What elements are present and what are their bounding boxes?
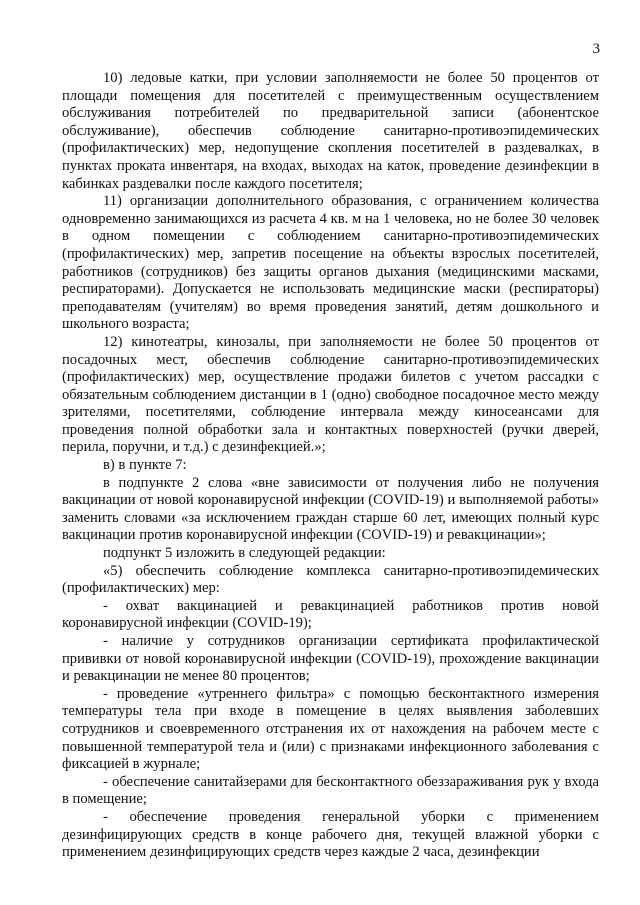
paragraph-12-cinemas: 12) кинотеатры, кинозалы, при заполняемости не более 50 процентов от посадочных мест, обеспечив соблюдение санитарно-противоэпидемических (профилактических) мер, осуществление продажи билетов с учетом рассадки с обязательным соблюдением дистанции в 1 (одно) свободное посадочное место между зрителями, посетителями, соблюдение интервала между киносеансами для проведения полной обработки зала и контактных поверхностей (ручки дверей, перила, поручни, и т.д.) с дезинфекцией.»; bbox=[62, 333, 599, 456]
list-item-cleaning: - обеспечение проведения генеральной уборки с применением дезинфицирующих средств в конце рабочего дня, текущей влажной уборки с применением дезинфицирующих средств через каждые 2 часа, дезинфекции bbox=[62, 808, 599, 861]
paragraph-subitem-5-text: «5) обеспечить соблюдение комплекса санитарно-противоэпидемических (профилактических) мер: bbox=[62, 562, 599, 597]
list-item-vaccination: - охват вакцинацией и ревакцинацией работников против новой коронавирусной инфекции (COVID-19); bbox=[62, 597, 599, 632]
paragraph-10-ice-rinks: 10) ледовые катки, при условии заполняемости не более 50 процентов от площади помещения для посетителей с преимущественным осуществлением обслуживания потребителей по предварительной записи (абонентское обслуживание), обеспечив соблюдение санитарно-противоэпидемических (профилактических) мер, недопущение скопления посетителей в раздевалках, в пунктах проката инвентаря, на входах, выходах на каток, проведение дезинфекции в кабинках раздевалки после каждого посетителя; bbox=[62, 70, 599, 192]
list-item-certificate: - наличие у сотрудников организации сертификата профилактической прививки от новой коронавирусной инфекции (COVID-19), прохождение вакцинации и ревакцинации не менее 80 процентов; bbox=[62, 633, 599, 685]
paragraph-item-7: в) в пункте 7: bbox=[103, 457, 187, 474]
paragraph-subitem-2: в подпункте 2 слова «вне зависимости от получения либо не получения вакцинации от новой коронавирусной инфекции (COVID-19) и выполняемой работы» заменить словами «за исключением граждан старше 60 лет, имеющих полный курс вакцинации против коронавирусной инфекции (COVID-19) и ревакцинации»; bbox=[62, 474, 599, 544]
document-body bbox=[62, 70, 599, 862]
paragraph-subitem-5-intro: подпункт 5 изложить в следующей редакции: bbox=[103, 545, 386, 562]
paragraph-11-education: 11) организации дополнительного образования, с ограничением количества одновременно занимающихся из расчета 4 кв. м на 1 человека, но не более 30 человек в одном помещении с соблюдением санитарно-противоэпидемических (профилактических) мер, запретив посещение на объекты взрослых посетителей, работников (сотрудников) без защиты органов дыхания (медицинскими масками, респираторами). Допускается не использовать медицинские маски (респираторы) преподавателям (учителям) во время проведения занятий, детям дошкольного и школьного возраста; bbox=[62, 193, 599, 333]
page-number: 3 bbox=[592, 41, 600, 57]
list-item-sanitizers: - обеспечение санитайзерами для бесконтактного обеззараживания рук у входа в помещение; bbox=[62, 773, 599, 808]
list-item-morning-filter: - проведение «утреннего фильтра» с помощью бесконтактного измерения температуры тела при входе в помещение в целях выявления заболевших сотрудников и своевременного отстранения их от нахождения на рабочем месте с повышенной температурой тела и (или) с признаками инфекционного заболевания с фиксацией в журнале; bbox=[62, 685, 599, 773]
